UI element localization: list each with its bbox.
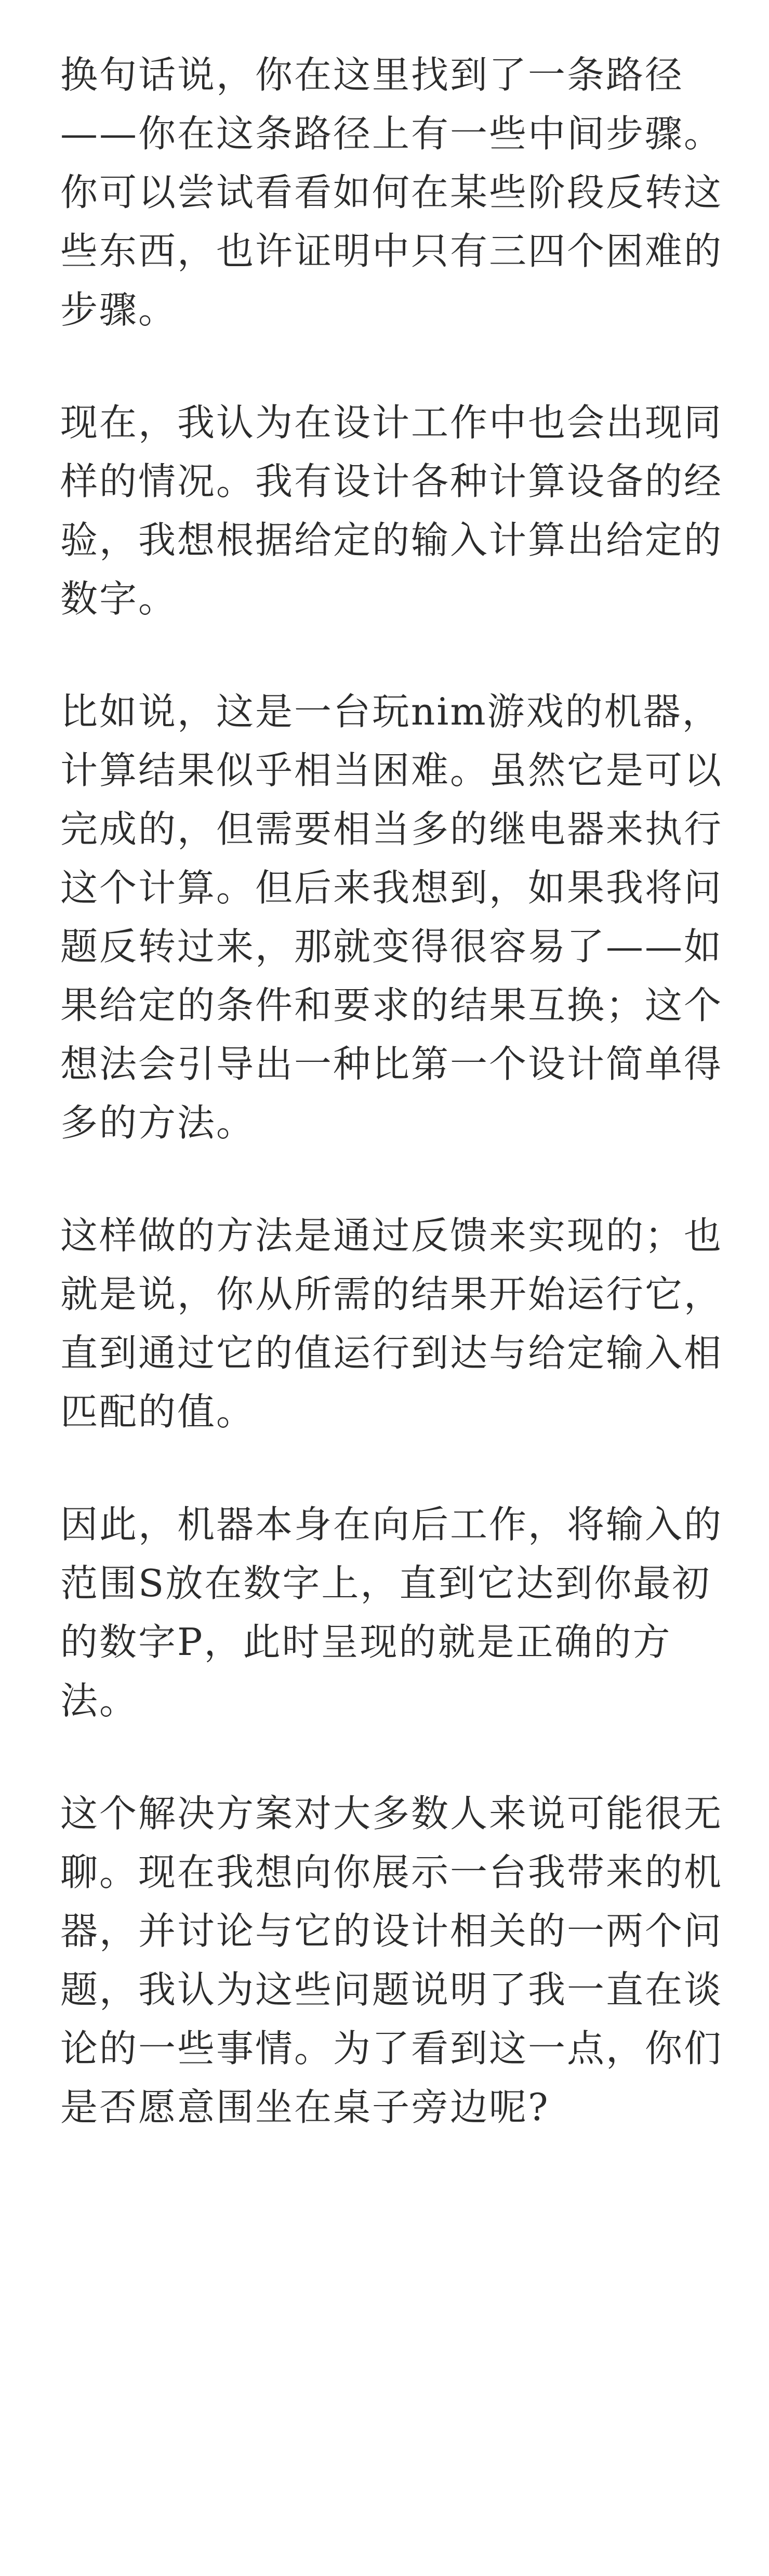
paragraph-4: 这样做的方法是通过反馈来实现的；也就是说，你从所需的结果开始运行它，直到通过它的值运行到达与给定输入相匹配的值。	[60, 1214, 723, 1434]
paragraph-1: 换句话说，你在这里找到了一条路径——你在这条路径上有一些中间步骤。你可以尝试看看如何在某些阶段反转这些东西，也许证明中只有三四个困难的步骤。	[60, 53, 723, 332]
paragraph-2: 现在，我认为在设计工作中也会出现同样的情况。我有设计各种计算设备的经验，我想根据给定的输入计算出给定的数字。	[60, 401, 723, 621]
paragraph-5: 因此，机器本身在向后工作，将输入的范围S放在数字上，直到它达到你最初的数字P，此时呈现的就是正确的方法。	[60, 1503, 723, 1723]
paragraph-3: 比如说，这是一台玩nim游戏的机器，计算结果似乎相当困难。虽然它是可以完成的，但需要相当多的继电器来执行这个计算。但后来我想到，如果我将问题反转过来，那就变得很容易了——如果给定的条件和要求的结果互换；这个想法会引导出一种比第一个设计简单得多的方法。	[60, 690, 723, 1145]
article-body	[60, 46, 731, 2137]
paragraph-6: 这个解决方案对大多数人来说可能很无聊。现在我想向你展示一台我带来的机器，并讨论与它的设计相关的一两个问题，我认为这些问题说明了我一直在谈论的一些事情。为了看到这一点，你们是否愿意围坐在桌子旁边呢?	[60, 1792, 723, 2129]
